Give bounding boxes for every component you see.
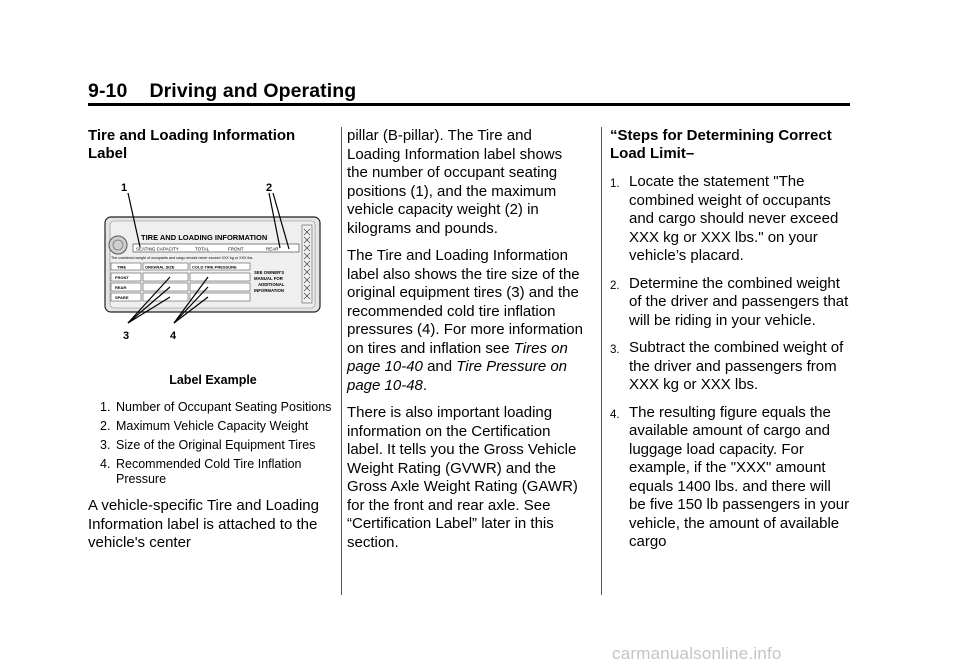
label-heading: Tire and Loading Information Label xyxy=(88,127,296,162)
paragraph-tire-size: The Tire and Loading Information label also shows the tire size of the original equipment tires (3) and the recommended cold tire inflation pressures (4). For more information on tires and inflation see Tires on page 10-40 and Tire Pressure on page 10-48. xyxy=(347,247,583,394)
see-owners-line-4: INFORMATION xyxy=(254,288,284,293)
tire-row-front: FRONT xyxy=(115,275,129,280)
step-item: 4. The resulting figure equals the available amount of cargo and luggage load capacity. For example, if the "XXX" amount equals 1400 lbs. and there will be five 150 lb passengers in your vehicle, the amount of available cargo xyxy=(610,403,850,550)
link-tires-page[interactable]: Tires on page 10-40 xyxy=(347,339,568,375)
paragraph-bpillar: pillar (B-pillar). The Tire and Loading Information label shows the number of occupant seating positions (1), and the maximum vehicle capacity weight (2) in kilograms and pounds. xyxy=(347,127,563,237)
callout-1: 1 xyxy=(121,182,128,194)
see-owners-line-3: ADDITIONAL xyxy=(258,282,285,287)
steps-list xyxy=(610,173,850,552)
tire-row-rear: REAR xyxy=(115,285,127,290)
label-figure xyxy=(88,181,338,381)
step-item: 2. Determine the combined weight of the driver and passengers that will be riding in your vehicle. xyxy=(610,274,849,329)
paragraph-certification: There is also important loading information on the Certification label. It tells you the Gross Vehicle Weight Rating (GVWR) and the Gross Axle Weight Rating (GAWR) for the front and rear axle. See “Certification Label” later in this section. xyxy=(347,404,578,551)
see-owners-line-1: SEE OWNER'S xyxy=(254,270,285,275)
tire-label-illustration xyxy=(88,181,338,381)
legend-item: 1. Number of Occupant Seating Positions xyxy=(100,400,332,414)
rear-label: REAR xyxy=(266,246,279,252)
original-size-header: ORIGINAL SIZE xyxy=(145,264,175,270)
link-tire-pressure-page[interactable]: Tire Pressure on page 10-48 xyxy=(347,358,568,394)
section-title: Driving and Operating xyxy=(149,80,357,102)
callout-2: 2 xyxy=(266,182,273,194)
total-label: TOTAL xyxy=(195,246,210,252)
tire-row-spare: SPARE xyxy=(115,295,129,300)
page-header xyxy=(88,80,356,103)
label-title: TIRE AND LOADING INFORMATION xyxy=(141,233,268,242)
legend-item: 4. Recommended Cold Tire Inflation Pressure xyxy=(100,457,302,486)
column-divider-2 xyxy=(601,127,602,595)
callout-3: 3 xyxy=(123,330,130,342)
column-2 xyxy=(347,127,587,552)
tire-header: TIRE xyxy=(117,264,127,270)
column-divider-1 xyxy=(341,127,342,595)
figure-legend xyxy=(100,400,338,487)
seating-capacity-label: SEATING CAPACITY xyxy=(136,246,179,252)
seal-icon xyxy=(109,236,127,254)
steps-heading: “Steps for Determining Correct Load Limit– xyxy=(610,127,832,162)
label-paragraph: A vehicle-specific Tire and Loading Information label is attached to the vehicle's center xyxy=(88,497,319,551)
legend-item: 2. Maximum Vehicle Capacity Weight xyxy=(100,419,309,433)
header-rule xyxy=(88,103,850,106)
step-item: 1. Locate the statement "The combined weight of occupants and cargo should never exceed XXX kg or XXX lbs." on your vehicle’s placard. xyxy=(610,173,839,264)
page-number: 9-10 xyxy=(88,80,128,102)
cold-tire-pressure-header: COLD TIRE PRESSURE xyxy=(192,264,237,270)
callout-4: 4 xyxy=(170,330,177,342)
column-3 xyxy=(610,127,850,561)
column-1 xyxy=(88,127,338,553)
step-item: 3. Subtract the combined weight of the driver and passengers from XXX kg or XXX lbs. xyxy=(610,339,844,393)
front-label: FRONT xyxy=(228,246,244,252)
watermark: carmanualsonline.info xyxy=(612,644,782,663)
see-owners-line-2: MANUAL FOR xyxy=(254,276,283,281)
legend-item: 3. Size of the Original Equipment Tires xyxy=(100,438,316,452)
combined-weight-text: The combined weight of occupants and cargo should never exceed XXX kg or XXX lbs. xyxy=(111,256,254,260)
figure-caption: Label Example xyxy=(169,373,257,387)
